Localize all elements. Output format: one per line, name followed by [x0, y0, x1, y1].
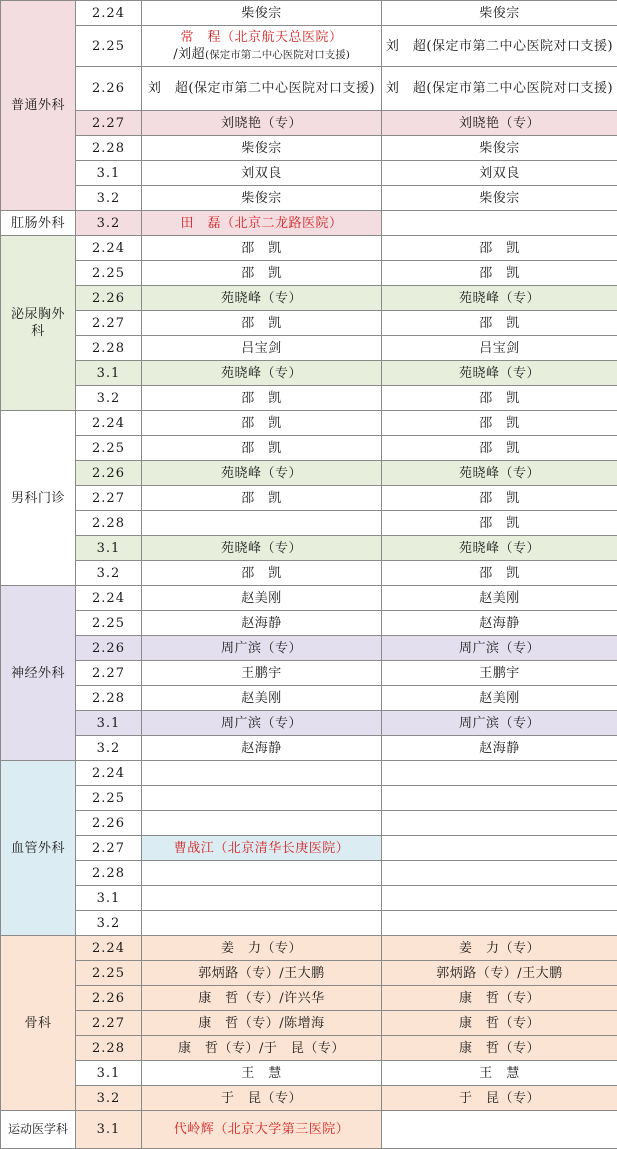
- pm-doctor-cell: 吕宝剑: [382, 336, 617, 361]
- pm-doctor-cell: 苑晓峰（专）: [382, 461, 617, 486]
- date-cell: 2.28: [76, 861, 142, 886]
- pm-doctor-cell: 邵 凯: [382, 261, 617, 286]
- pm-doctor-cell: 康 哲（专）: [382, 1036, 617, 1061]
- table-row: [1, 936, 617, 961]
- am-doctor-cell: [142, 511, 382, 536]
- date-cell: 2.25: [76, 786, 142, 811]
- am-doctor-cell: 赵美刚: [142, 686, 382, 711]
- am-doctor-cell: 田 磊（北京二龙路医院）: [142, 211, 382, 236]
- date-cell: 2.28: [76, 336, 142, 361]
- table-row: [1, 461, 617, 486]
- am-doctor-cell: 于 昆（专）: [142, 1086, 382, 1111]
- pm-doctor-cell: [382, 1111, 617, 1149]
- am-doctor-cell: [142, 861, 382, 886]
- am-doctor-cell: 赵海静: [142, 736, 382, 761]
- table-row: [1, 261, 617, 286]
- am-doctor-cell: 吕宝剑: [142, 336, 382, 361]
- pm-doctor-cell: 康 哲（专）: [382, 1011, 617, 1036]
- pm-doctor-cell: [382, 761, 617, 786]
- table-row: [1, 661, 617, 686]
- date-cell: 3.2: [76, 1086, 142, 1111]
- table-row: [1, 736, 617, 761]
- date-cell: 2.25: [76, 261, 142, 286]
- table-row: [1, 286, 617, 311]
- table-row: [1, 411, 617, 436]
- am-doctor-cell: [142, 786, 382, 811]
- table-row: [1, 67, 617, 111]
- table-row: [1, 811, 617, 836]
- table-row: [1, 511, 617, 536]
- date-cell: 2.27: [76, 661, 142, 686]
- date-cell: 2.26: [76, 986, 142, 1011]
- am-doctor-cell: [142, 811, 382, 836]
- pm-doctor-cell: [382, 861, 617, 886]
- table-row: [1, 211, 617, 236]
- table-row: [1, 586, 617, 611]
- table-row: [1, 836, 617, 861]
- am-doctor-cell: 曹战江（北京清华长庚医院）: [142, 836, 382, 861]
- am-doctor-cell: 邵 凯: [142, 561, 382, 586]
- am-doctor-cell: 邵 凯: [142, 236, 382, 261]
- date-cell: 2.25: [76, 961, 142, 986]
- pm-doctor-cell: 柴俊宗: [382, 136, 617, 161]
- table-row: [1, 536, 617, 561]
- pm-doctor-cell: 邵 凯: [382, 236, 617, 261]
- am-doctor-cell: 邵 凯: [142, 386, 382, 411]
- pm-doctor-cell: 邵 凯: [382, 411, 617, 436]
- pm-doctor-cell: 刘双良: [382, 161, 617, 186]
- department-cell: 运动医学科: [1, 1111, 76, 1149]
- am-doctor-cell: [142, 911, 382, 936]
- department-cell: 骨科: [1, 936, 76, 1111]
- date-cell: 2.27: [76, 311, 142, 336]
- am-doctor-cell: 柴俊宗: [142, 186, 382, 211]
- pm-doctor-cell: 苑晓峰（专）: [382, 361, 617, 386]
- date-cell: 2.27: [76, 486, 142, 511]
- am-doctor-cell: 姜 力（专）: [142, 936, 382, 961]
- pm-doctor-cell: 赵海静: [382, 736, 617, 761]
- am-doctor-cell: [142, 761, 382, 786]
- pm-doctor-cell: 周广滨（专）: [382, 636, 617, 661]
- date-cell: 2.28: [76, 686, 142, 711]
- date-cell: 2.28: [76, 511, 142, 536]
- doctor-name: /刘超: [173, 47, 205, 62]
- department-cell: 肛肠外科: [1, 211, 76, 236]
- date-cell: 2.24: [76, 1, 142, 26]
- table-row: [1, 1036, 617, 1061]
- date-cell: 3.1: [76, 536, 142, 561]
- table-row: [1, 961, 617, 986]
- am-doctor-cell: 周广滨（专）: [142, 711, 382, 736]
- pm-doctor-cell: 赵美刚: [382, 686, 617, 711]
- date-cell: 3.2: [76, 186, 142, 211]
- date-cell: 2.24: [76, 586, 142, 611]
- am-doctor-cell: 苑晓峰（专）: [142, 286, 382, 311]
- date-cell: 2.24: [76, 236, 142, 261]
- date-cell: 3.2: [76, 211, 142, 236]
- am-doctor-cell: 邵 凯: [142, 486, 382, 511]
- table-row: [1, 236, 617, 261]
- am-doctor-cell: 康 哲（专）/陈增海: [142, 1011, 382, 1036]
- table-row: [1, 611, 617, 636]
- am-doctor-cell: 王鹏宇: [142, 661, 382, 686]
- pm-doctor-cell: 周广滨（专）: [382, 711, 617, 736]
- table-row: [1, 986, 617, 1011]
- pm-doctor-cell: 康 哲（专）: [382, 986, 617, 1011]
- table-row: [1, 136, 617, 161]
- pm-doctor-cell: 邵 凯: [382, 436, 617, 461]
- date-cell: 2.25: [76, 26, 142, 67]
- am-doctor-cell: [142, 26, 382, 67]
- pm-doctor-cell: 郭炳路（专）/王大鹏: [382, 961, 617, 986]
- pm-doctor-cell: [382, 886, 617, 911]
- pm-doctor-cell: 邵 凯: [382, 561, 617, 586]
- pm-doctor-cell: [382, 211, 617, 236]
- date-cell: 2.27: [76, 1011, 142, 1036]
- pm-doctor-cell: [382, 911, 617, 936]
- date-cell: 2.24: [76, 411, 142, 436]
- table-row: [1, 1086, 617, 1111]
- pm-doctor-cell: 于 昆（专）: [382, 1086, 617, 1111]
- table-row: [1, 436, 617, 461]
- table-row: [1, 886, 617, 911]
- date-cell: 2.28: [76, 136, 142, 161]
- pm-doctor-cell: 柴俊宗: [382, 186, 617, 211]
- am-doctor-cell: 王 慧: [142, 1061, 382, 1086]
- table-row: [1, 26, 617, 67]
- table-row: [1, 186, 617, 211]
- date-cell: 3.2: [76, 736, 142, 761]
- am-doctor-cell: 邵 凯: [142, 436, 382, 461]
- date-cell: 2.26: [76, 286, 142, 311]
- date-cell: 2.28: [76, 1036, 142, 1061]
- am-doctor-cell: 柴俊宗: [142, 1, 382, 26]
- table-row: [1, 1011, 617, 1036]
- table-row: [1, 1, 617, 26]
- pm-doctor-cell: [382, 836, 617, 861]
- table-row: [1, 361, 617, 386]
- am-doctor-cell: 苑晓峰（专）: [142, 461, 382, 486]
- department-cell: 普通外科: [1, 1, 76, 211]
- department-cell: 神经外科: [1, 586, 76, 761]
- pm-doctor-cell: 柴俊宗: [382, 1, 617, 26]
- table-row: [1, 336, 617, 361]
- table-row: [1, 111, 617, 136]
- pm-doctor-cell: 王鹏宇: [382, 661, 617, 686]
- date-cell: 2.25: [76, 436, 142, 461]
- table-row: [1, 786, 617, 811]
- pm-doctor-cell: 刘 超(保定市第二中心医院对口支援): [382, 26, 617, 67]
- date-cell: 3.2: [76, 561, 142, 586]
- table-row: [1, 711, 617, 736]
- am-doctor-cell: 郭炳路（专）/王大鹏: [142, 961, 382, 986]
- am-doctor-cell: 周广滨（专）: [142, 636, 382, 661]
- am-doctor-cell: 柴俊宗: [142, 136, 382, 161]
- pm-doctor-cell: 赵美刚: [382, 586, 617, 611]
- am-doctor-cell: 邵 凯: [142, 411, 382, 436]
- pm-doctor-cell: [382, 786, 617, 811]
- pm-doctor-cell: 邵 凯: [382, 511, 617, 536]
- table-row: [1, 636, 617, 661]
- date-cell: 2.24: [76, 936, 142, 961]
- date-cell: 3.1: [76, 361, 142, 386]
- date-cell: 3.1: [76, 1111, 142, 1149]
- support-note: (保定市第二中心医院对口支援): [205, 49, 350, 61]
- pm-doctor-cell: 王 慧: [382, 1061, 617, 1086]
- table-row: [1, 761, 617, 786]
- am-doctor-cell: 康 哲（专）/许兴华: [142, 986, 382, 1011]
- table-row: [1, 1061, 617, 1086]
- am-doctor-cell: [142, 886, 382, 911]
- pm-doctor-cell: 邵 凯: [382, 386, 617, 411]
- pm-doctor-cell: 邵 凯: [382, 311, 617, 336]
- pm-doctor-cell: 赵海静: [382, 611, 617, 636]
- am-doctor-cell: 邵 凯: [142, 311, 382, 336]
- date-cell: 3.1: [76, 1061, 142, 1086]
- table-row: [1, 161, 617, 186]
- date-cell: 2.26: [76, 636, 142, 661]
- pm-doctor-cell: 刘晓艳（专）: [382, 111, 617, 136]
- date-cell: 2.27: [76, 111, 142, 136]
- date-cell: 3.2: [76, 911, 142, 936]
- table-row: [1, 686, 617, 711]
- am-doctor-cell: 刘 超(保定市第二中心医院对口支援): [142, 67, 382, 111]
- table-row: [1, 561, 617, 586]
- pm-doctor-cell: 苑晓峰（专）: [382, 286, 617, 311]
- department-cell: 泌尿胸外科: [1, 236, 76, 411]
- am-doctor-cell: 刘双良: [142, 161, 382, 186]
- pm-doctor-cell: 苑晓峰（专）: [382, 536, 617, 561]
- date-cell: 2.24: [76, 761, 142, 786]
- date-cell: 3.1: [76, 161, 142, 186]
- pm-doctor-cell: 姜 力（专）: [382, 936, 617, 961]
- date-cell: 2.26: [76, 67, 142, 111]
- department-cell: 男科门诊: [1, 411, 76, 586]
- table-row: [1, 386, 617, 411]
- am-doctor-cell: 康 哲（专）/于 昆（专）: [142, 1036, 382, 1061]
- table-row: [1, 486, 617, 511]
- am-doctor-cell: 代岭辉（北京大学第三医院）: [142, 1111, 382, 1149]
- date-cell: 2.26: [76, 811, 142, 836]
- am-doctor-cell: 苑晓峰（专）: [142, 536, 382, 561]
- date-cell: 2.26: [76, 461, 142, 486]
- am-doctor-cell: 赵海静: [142, 611, 382, 636]
- date-cell: 2.27: [76, 836, 142, 861]
- table-row: [1, 1111, 617, 1149]
- am-doctor-cell: 邵 凯: [142, 261, 382, 286]
- am-doctor-cell: 赵美刚: [142, 586, 382, 611]
- table-row: [1, 861, 617, 886]
- date-cell: 2.25: [76, 611, 142, 636]
- pm-doctor-cell: [382, 811, 617, 836]
- am-doctor-cell: 苑晓峰（专）: [142, 361, 382, 386]
- date-cell: 3.2: [76, 386, 142, 411]
- external-doctor-label: 常 程（北京航天总医院）: [142, 29, 381, 46]
- table-row: [1, 311, 617, 336]
- date-cell: 3.1: [76, 886, 142, 911]
- table-row: [1, 911, 617, 936]
- pm-doctor-cell: 刘 超(保定市第二中心医院对口支援): [382, 67, 617, 111]
- department-cell: 血管外科: [1, 761, 76, 936]
- pm-doctor-cell: 邵 凯: [382, 486, 617, 511]
- date-cell: 3.1: [76, 711, 142, 736]
- am-doctor-cell: 刘晓艳（专）: [142, 111, 382, 136]
